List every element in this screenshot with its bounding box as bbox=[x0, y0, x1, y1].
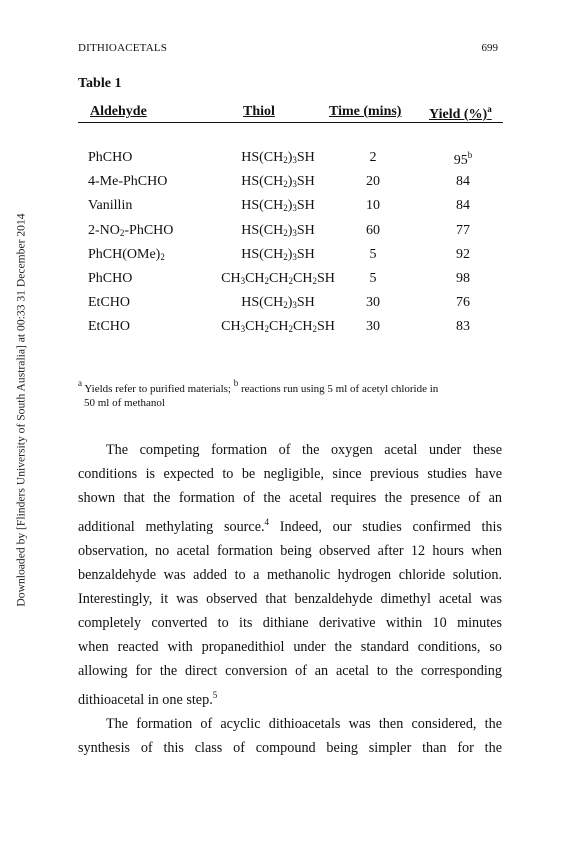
cell-yield: 92 bbox=[456, 246, 470, 262]
text-line: benzaldehyde was added to a methanolic hydrogen chloride solution. bbox=[78, 567, 502, 583]
footnote-a-mark: a bbox=[78, 378, 82, 388]
header-yield-label: Yield (%) bbox=[429, 107, 488, 122]
running-head bbox=[78, 42, 498, 56]
cell-time: 20 bbox=[366, 174, 380, 190]
text-segment: additional methylating source. bbox=[78, 519, 265, 535]
table-row bbox=[78, 319, 503, 343]
footnote-line-2: 50 ml of methanol bbox=[84, 397, 165, 409]
text-segment: Indeed, our studies confirmed this bbox=[269, 519, 502, 535]
reference-marker: 4 bbox=[264, 517, 270, 527]
cell-yield: 95$^b$ bbox=[453, 150, 473, 168]
cell-thiol: $HS(CH_2)_3SH$ bbox=[241, 295, 315, 311]
cell-aldehyde: PhCHO bbox=[88, 150, 133, 165]
cell-yield: 84 bbox=[456, 174, 470, 190]
table-row bbox=[78, 295, 503, 319]
cell-thiol: $HS(CH_2)_3SH$ bbox=[241, 198, 315, 214]
cell-aldehyde: $2-NO_2$-PhCHO bbox=[88, 222, 174, 238]
cell-aldehyde: EtCHO bbox=[88, 295, 130, 311]
cell-aldehyde: EtCHO bbox=[88, 319, 130, 335]
cell-thiol: $CH_3CH_2CH_2CH_2SH$ bbox=[221, 270, 335, 286]
text-line: completely converted to its dithiane derivative within 10 minutes bbox=[78, 615, 502, 631]
text-line: The competing formation of the oxygen acetal under these bbox=[106, 442, 502, 458]
footnote-line-1 bbox=[78, 376, 508, 396]
header-yield bbox=[429, 104, 492, 123]
cell-aldehyde: PhCHO bbox=[88, 270, 133, 286]
table-body bbox=[78, 150, 503, 344]
table-row bbox=[78, 271, 503, 295]
cell-aldehyde: Vanillin bbox=[88, 198, 133, 214]
yield-footnote-mark: b bbox=[467, 150, 473, 160]
footnote-b-mark: b bbox=[233, 378, 239, 388]
text-line bbox=[78, 510, 502, 539]
cell-thiol: $HS(CH_2)_3SH$ bbox=[241, 246, 315, 262]
header-time: Time (mins) bbox=[329, 104, 402, 119]
header-yield-footnote-mark: a bbox=[487, 104, 492, 114]
cell-thiol: $CH_3CH_2CH_2CH_2SH$ bbox=[221, 319, 335, 335]
header-aldehyde: Aldehyde bbox=[90, 104, 147, 119]
table-row bbox=[78, 174, 503, 198]
text-line bbox=[78, 683, 502, 712]
header-thiol: Thiol bbox=[243, 104, 275, 119]
page-number: 699 bbox=[481, 42, 498, 54]
text-line: synthesis of this class of compound being simpler than for the bbox=[78, 740, 502, 756]
cell-yield: 98 bbox=[456, 270, 470, 286]
text-line: The formation of acyclic dithioacetals was then considered, the bbox=[106, 716, 502, 732]
table-footnote bbox=[78, 376, 508, 410]
running-head-title: DITHIOACETALS bbox=[78, 42, 168, 54]
reference-marker: 5 bbox=[212, 690, 218, 700]
cell-yield: 84 bbox=[456, 198, 470, 214]
table-header bbox=[78, 104, 503, 122]
cell-aldehyde: $PhCH(OMe)_2$ bbox=[88, 246, 165, 262]
text-line: when reacted with propanedithiol under the standard conditions, so bbox=[78, 639, 502, 655]
cell-time: 30 bbox=[366, 319, 380, 335]
cell-time: 30 bbox=[366, 295, 380, 311]
cell-aldehyde: 4-Me-PhCHO bbox=[88, 174, 168, 190]
cell-time: 60 bbox=[366, 222, 380, 238]
text-line: shown that the formation of the acetal requires the presence of an bbox=[78, 490, 502, 506]
footnote-a-text: Yields refer to purified materials; bbox=[84, 383, 231, 395]
cell-thiol: $HS(CH_2)_3SH$ bbox=[241, 222, 315, 238]
cell-time: 5 bbox=[369, 270, 377, 286]
text-line: Interestingly, it was observed that benzaldehyde dimethyl acetal was bbox=[78, 591, 502, 607]
table-title: Table 1 bbox=[78, 76, 122, 91]
cell-yield: 77 bbox=[456, 222, 470, 238]
cell-thiol: $HS(CH_2)_3SH$ bbox=[241, 150, 315, 165]
table-row bbox=[78, 223, 503, 247]
text-line: observation, no acetal formation being observed after 12 hours when bbox=[78, 543, 502, 559]
text-line: allowing for the direct conversion of an acetal to the corresponding bbox=[78, 663, 502, 679]
text-segment: dithioacetal in one step. bbox=[78, 692, 213, 708]
table-row bbox=[78, 150, 503, 174]
download-watermark-text: Downloaded by [Flinders University of South Australia] at 00:33 31 December 2014 bbox=[14, 213, 28, 607]
cell-time: 5 bbox=[369, 246, 377, 262]
download-watermark bbox=[14, 160, 28, 660]
table-row bbox=[78, 198, 503, 222]
body-text bbox=[78, 438, 502, 760]
cell-thiol: $HS(CH_2)_3SH$ bbox=[241, 174, 315, 190]
text-line: conditions is expected to be negligible, since previous studies have bbox=[78, 466, 502, 482]
cell-yield: 76 bbox=[456, 295, 470, 311]
cell-time: 10 bbox=[366, 198, 380, 214]
table-row bbox=[78, 247, 503, 271]
footnote-b-text: reactions run using 5 ml of acetyl chloride in bbox=[240, 383, 439, 395]
cell-yield: 83 bbox=[456, 319, 470, 335]
cell-time: 2 bbox=[369, 150, 377, 165]
header-rule bbox=[78, 122, 503, 123]
